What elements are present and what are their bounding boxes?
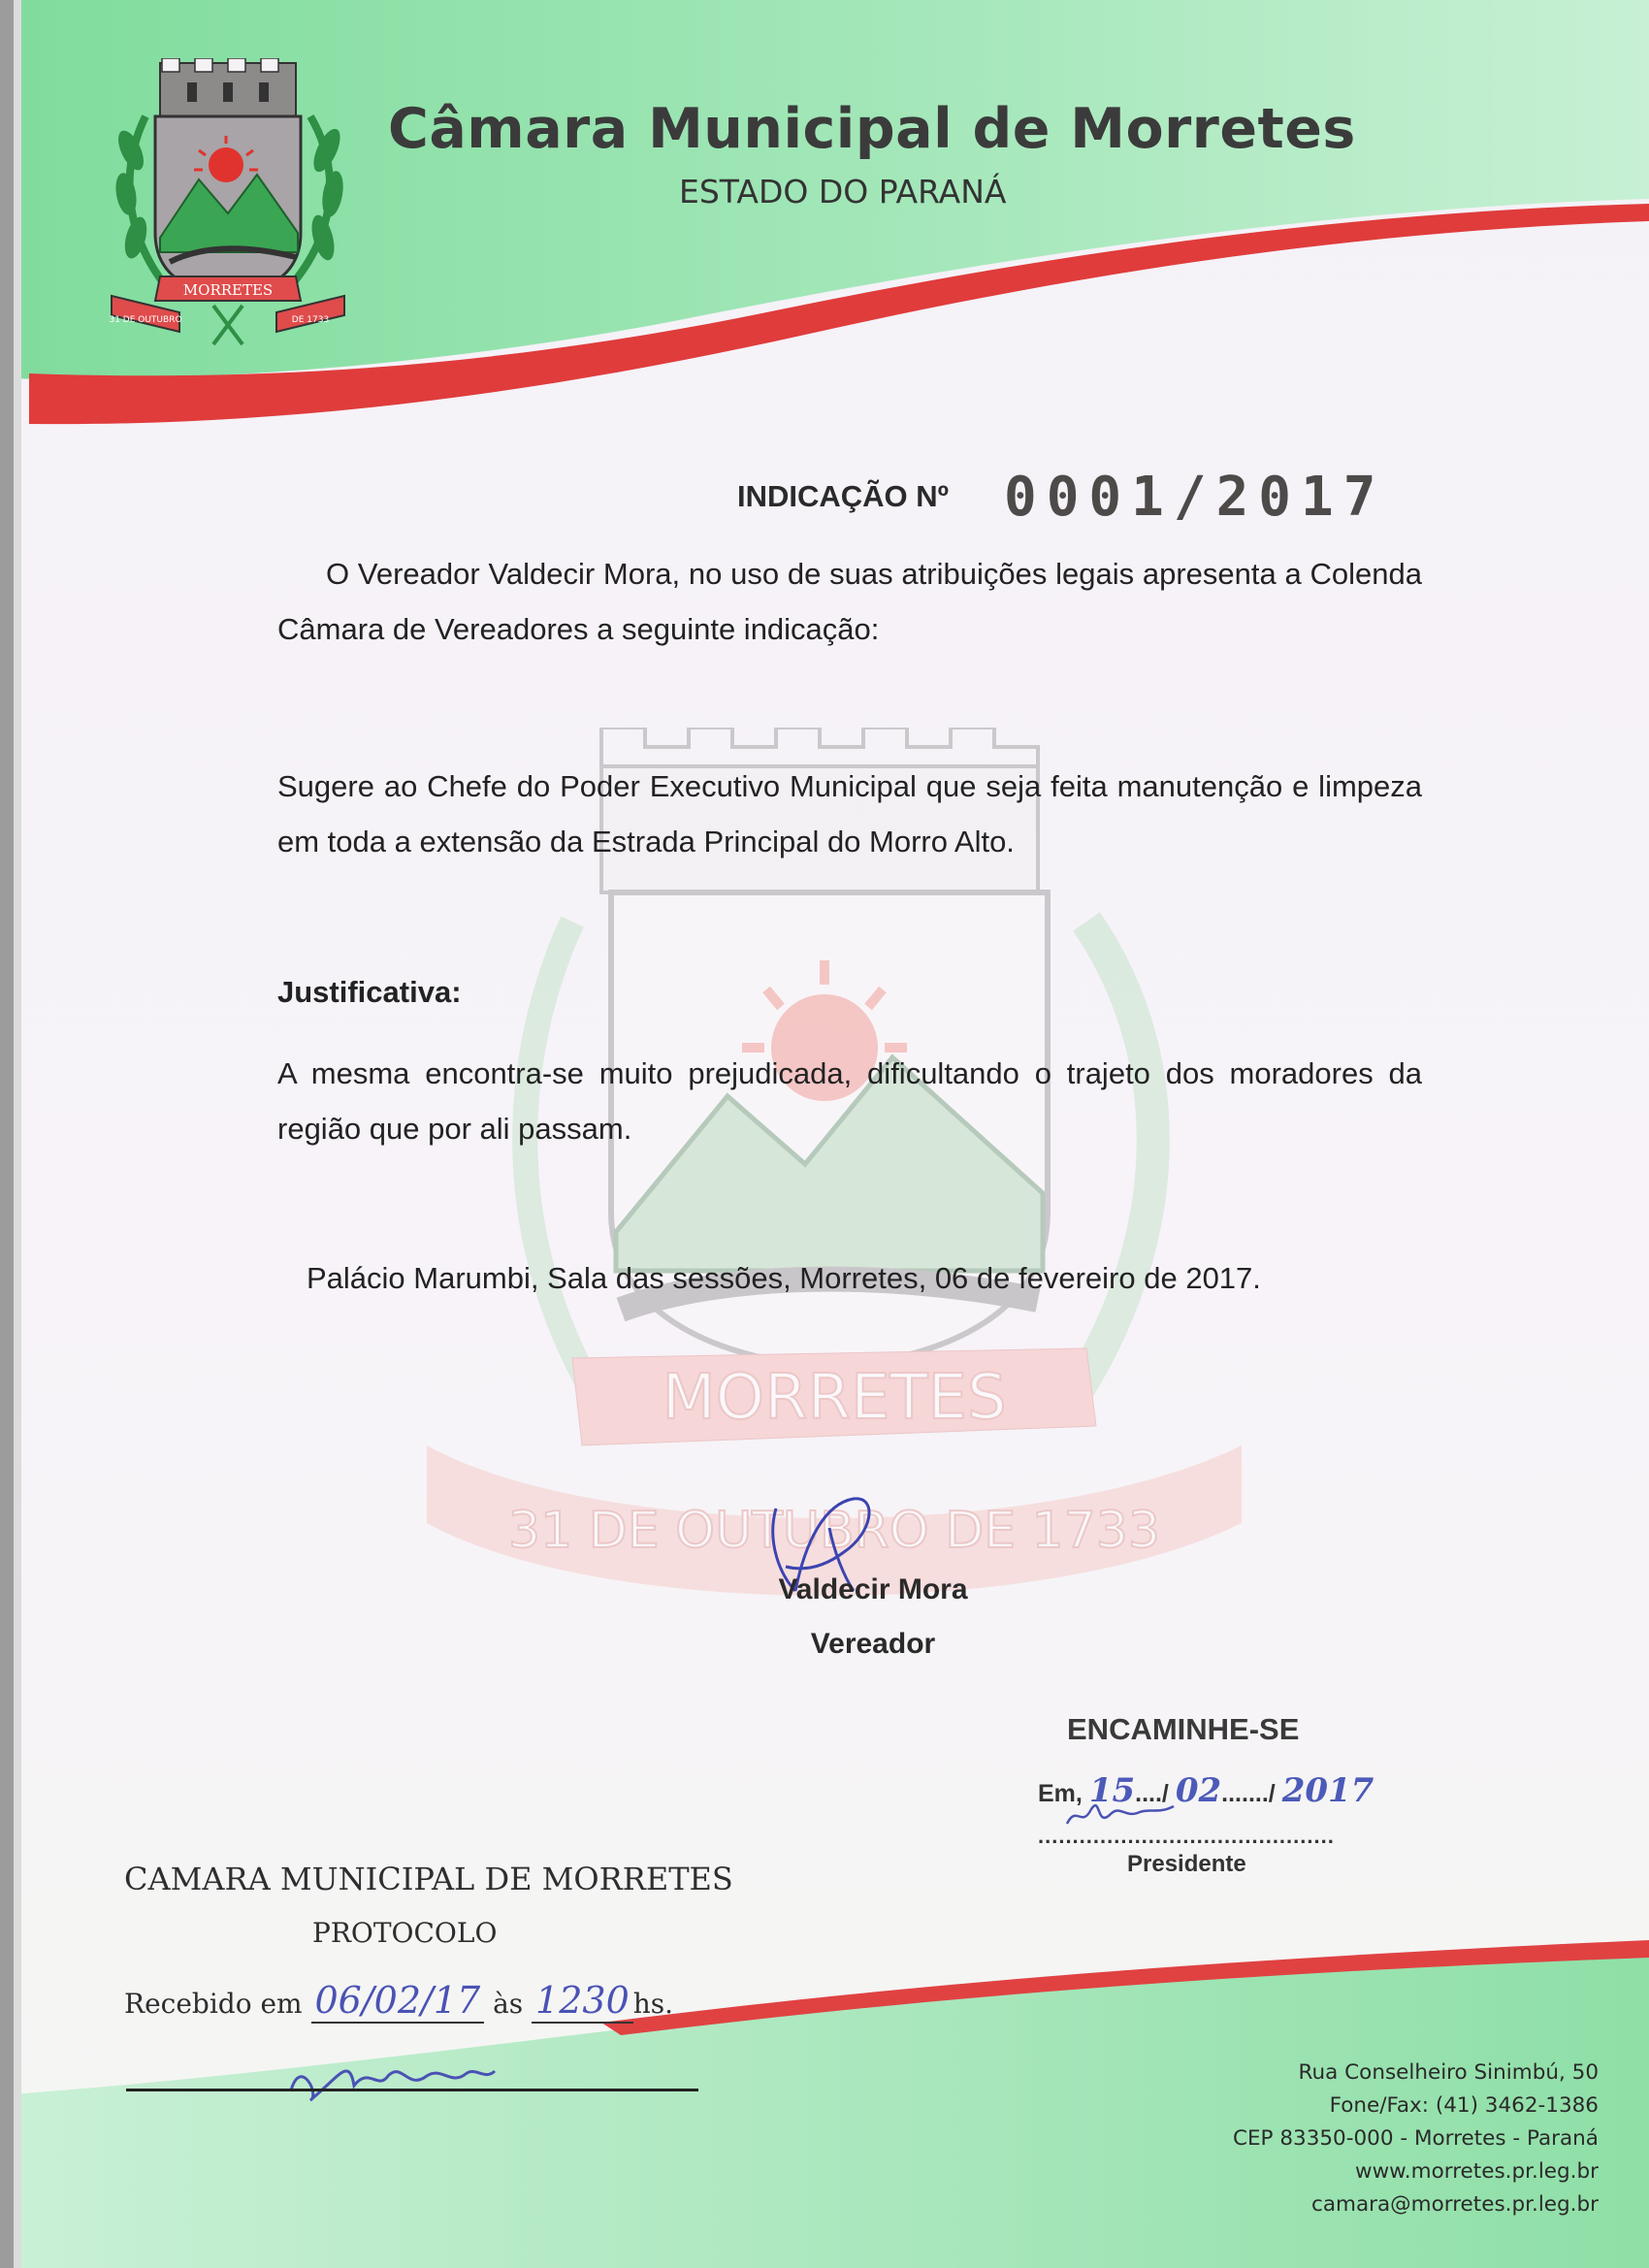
encaminhe-date-day: 15	[1088, 1771, 1136, 1810]
header-title: Câmara Municipal de Morretes	[388, 97, 1356, 161]
encaminhe-em-label: Em,	[1038, 1780, 1083, 1807]
intro-paragraph: O Vereador Valdecir Mora, no uso de suas atribuições legais apresenta a Colenda Câmara de Vereadores a seguinte indicação:	[277, 557, 1422, 646]
stamp-signature-line	[126, 2089, 698, 2091]
crest-band-left: 31 DE OUTUBRO	[109, 315, 182, 325]
justification-label: Justificativa:	[277, 975, 462, 1009]
footer-email[interactable]: camara@morretes.pr.leg.br	[1311, 2192, 1599, 2217]
indicacao-label: INDICAÇÃO Nº	[737, 479, 949, 513]
encaminhe-president-label: Presidente	[1127, 1851, 1246, 1877]
stamp-received-label: Recebido em	[124, 1988, 303, 2020]
stamp-signature	[281, 2037, 534, 2115]
watermark-band-text: 31 DE OUTUBRO DE 1733	[508, 1502, 1160, 1560]
footer-cep: CEP 83350-000 - Morretes - Paraná	[1232, 2126, 1599, 2151]
stamp-time: 1230	[532, 1979, 633, 2024]
footer-phone: Fone/Fax: (41) 3462-1386	[1329, 2093, 1599, 2118]
footer-website[interactable]: www.morretes.pr.leg.br	[1355, 2159, 1599, 2184]
encaminhe-date-line: Em, 15..../ 02......./ 2017	[1038, 1771, 1374, 1810]
signer-role: Vereador	[810, 1628, 936, 1660]
crest-ribbon-text: MORRETES	[182, 281, 274, 299]
signer-name: Valdecir Mora	[778, 1573, 968, 1605]
stamp-subtitle: PROTOCOLO	[312, 1917, 498, 1949]
municipal-crest-logo	[102, 58, 354, 349]
encaminhe-signature-line: ...........................................	[1038, 1824, 1335, 1848]
footer-address: Rua Conselheiro Sinimbú, 50	[1298, 2060, 1599, 2085]
header-subtitle: ESTADO DO PARANÁ	[679, 173, 1007, 211]
stamp-hours-label: hs.	[632, 1988, 674, 2020]
indicacao-number: 0001/2017	[1004, 466, 1386, 529]
stamp-received-date: 06/02/17	[311, 1979, 485, 2024]
justification-paragraph: A mesma encontra-se muito prejudicada, dificultando o trajeto dos moradores da região que por ali passam.	[277, 1056, 1422, 1146]
closing-line: Palácio Marumbi, Sala das sessões, Morretes, 06 de fevereiro de 2017.	[307, 1261, 1261, 1295]
crest-band-right: DE 1733	[291, 315, 330, 325]
encaminhe-title: ENCAMINHE-SE	[1067, 1712, 1300, 1746]
encaminhe-date-month: 02	[1175, 1771, 1222, 1810]
stamp-received-line	[124, 1979, 673, 2022]
footer-contact	[1233, 2057, 1599, 2221]
stamp-title: CAMARA MUNICIPAL DE MORRETES	[124, 1861, 733, 1897]
encaminhe-date-year: 2017	[1281, 1771, 1374, 1810]
suggestion-paragraph: Sugere ao Chefe do Poder Executivo Municipal que seja feita manutenção e limpeza em toda a extensão da Estrada Principal do Morro Alto.	[277, 769, 1422, 859]
watermark-ribbon-text: MORRETES	[662, 1362, 1007, 1434]
stamp-at-label: às	[493, 1988, 524, 2020]
